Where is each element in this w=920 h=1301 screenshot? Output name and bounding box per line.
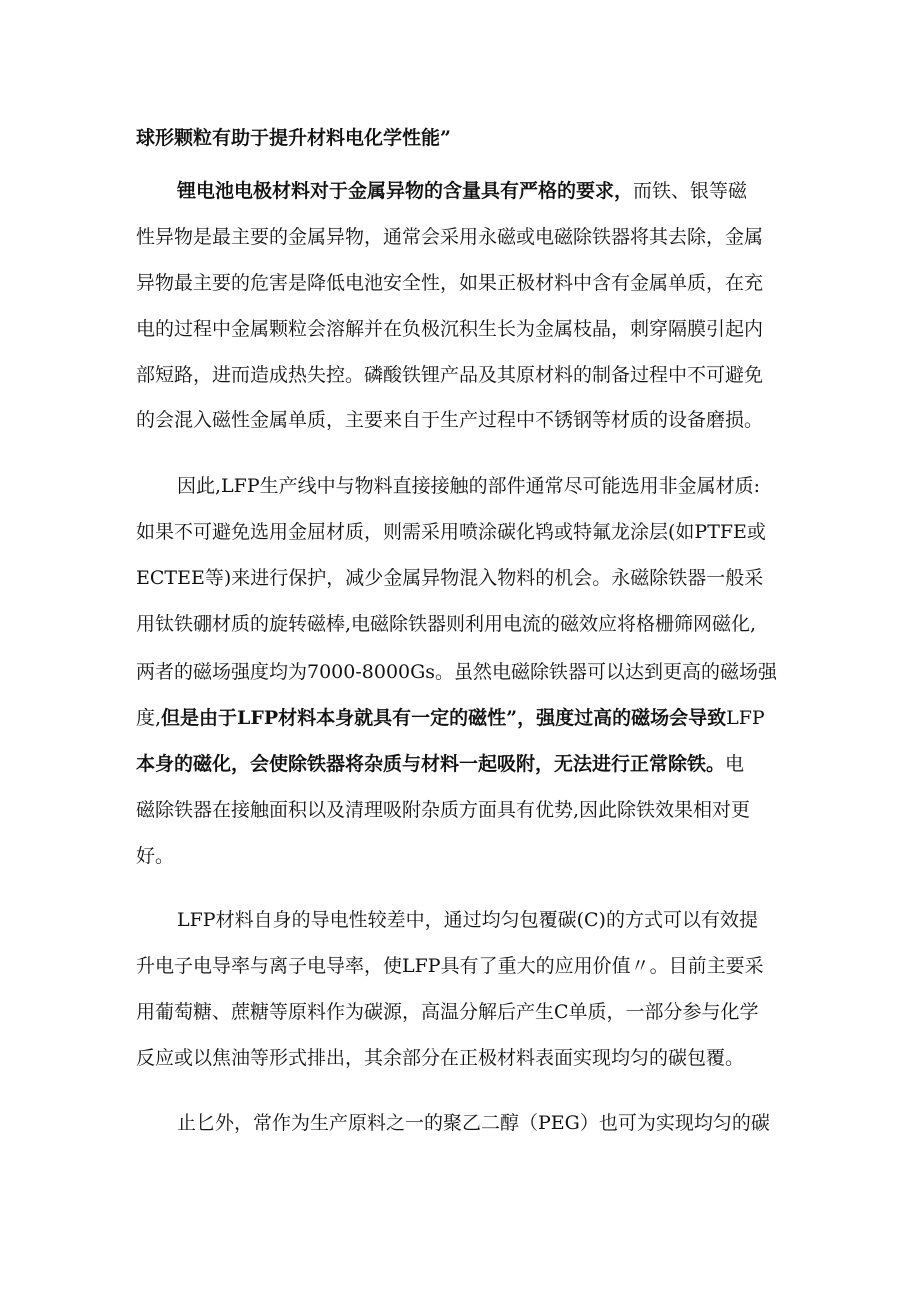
text-line bbox=[177, 179, 796, 203]
text-segment: ECTEE等)来进行保护，减少金属异物混入物料的机会。永磁除铁器一般采 bbox=[136, 567, 764, 589]
text-line bbox=[177, 474, 796, 498]
text-segment: 升电子电导率与离子电导率，使LFP具有了重大的应用价值〃。目前主要采 bbox=[136, 955, 764, 977]
text-segment: 用钛铁硼材质的旋转磁棒,电磁除铁器则利用电流的磁效应将格栅筛网磁化, bbox=[136, 613, 757, 635]
text-line bbox=[177, 908, 796, 932]
text-segment: 因此,LFP生产线中与物料直接接触的部件通常尽可能选用非金属材质: bbox=[177, 475, 761, 497]
text-segment: 的会混入磁性金属单质，主要来自于生产过程中不锈钢等材质的设备磨损。 bbox=[136, 409, 764, 431]
text-segment: 电的过程中金属颗粒会溶解并在负极沉积生长为金属枝晶，刺穿隔膜引起内 bbox=[136, 318, 764, 340]
text-line bbox=[136, 660, 796, 684]
text-segment: LFP bbox=[726, 707, 765, 729]
text-line bbox=[136, 363, 796, 387]
text-segment: 电 bbox=[725, 753, 745, 775]
text-segment: 异物最主要的危害是降低电池安全性，如果正极材料中含有金属单质，在充 bbox=[136, 272, 764, 294]
text-line bbox=[136, 225, 796, 249]
text-segment: 球形颗粒有助于提升材料电化学性能” bbox=[136, 127, 451, 149]
text-segment: 磁除铁器在接触面积以及清理吸附杂质方面具有优势,因此除铁效果相对更 bbox=[136, 799, 751, 821]
text-line bbox=[136, 798, 796, 822]
text-line bbox=[136, 752, 796, 776]
text-line bbox=[136, 520, 796, 544]
text-line bbox=[177, 1111, 796, 1135]
text-segment: 用葡萄糖、蔗糖等原料作为碳源，高温分解后产生C单质，一部分参与化学 bbox=[136, 1001, 759, 1023]
text-line bbox=[136, 844, 796, 868]
text-line bbox=[136, 126, 796, 150]
text-line bbox=[136, 271, 796, 295]
text-segment: 止匕外，常作为生产原料之一的聚乙二醇（PEG）也可为实现均匀的碳 bbox=[177, 1112, 770, 1134]
text-line bbox=[136, 612, 796, 636]
text-line bbox=[136, 1000, 796, 1024]
text-line bbox=[136, 408, 796, 432]
text-segment: 锂电池电极材料对于金属异物的含量具有严格的要求， bbox=[177, 180, 634, 202]
text-line bbox=[136, 566, 796, 590]
text-segment: LFP材料自身的导电性较差中，通过均匀包覆碳(C)的方式可以有效提 bbox=[177, 909, 758, 931]
text-line bbox=[136, 954, 796, 978]
text-segment: 好。 bbox=[136, 845, 175, 867]
text-segment: 本身的磁化，会使除铁器将杂质与材料一起吸附，无法进行正常除铁。 bbox=[136, 753, 726, 775]
text-segment: 反应或以焦油等形式排出，其余部分在正极材料表面实现均匀的碳包覆。 bbox=[136, 1047, 745, 1069]
text-segment: 性异物是最主要的金属异物，通常会采用永磁或电磁除铁器将其去除，金属 bbox=[136, 226, 764, 248]
text-line bbox=[136, 317, 796, 341]
text-line bbox=[136, 1046, 796, 1070]
text-segment: 两者的磁场强度均为7000-8000Gs。虽然电磁除铁器可以达到更高的磁场强 bbox=[136, 661, 778, 683]
text-segment: 如果不可避免选用金屈材质，则需采用喷涂碳化鸨或特氟龙涂层(如PTFE或 bbox=[136, 521, 766, 543]
text-segment: 度, bbox=[136, 707, 162, 729]
text-segment: 但是由于LFP材料本身就具有一定的磁性”，强度过高的磁场会导致 bbox=[161, 707, 727, 729]
text-segment: 而铁、银等磁 bbox=[633, 180, 748, 202]
text-line bbox=[136, 706, 796, 730]
text-segment: 部短路，进而造成热失控。磷酸铁锂产品及其原材料的制备过程中不可避免 bbox=[136, 364, 764, 386]
